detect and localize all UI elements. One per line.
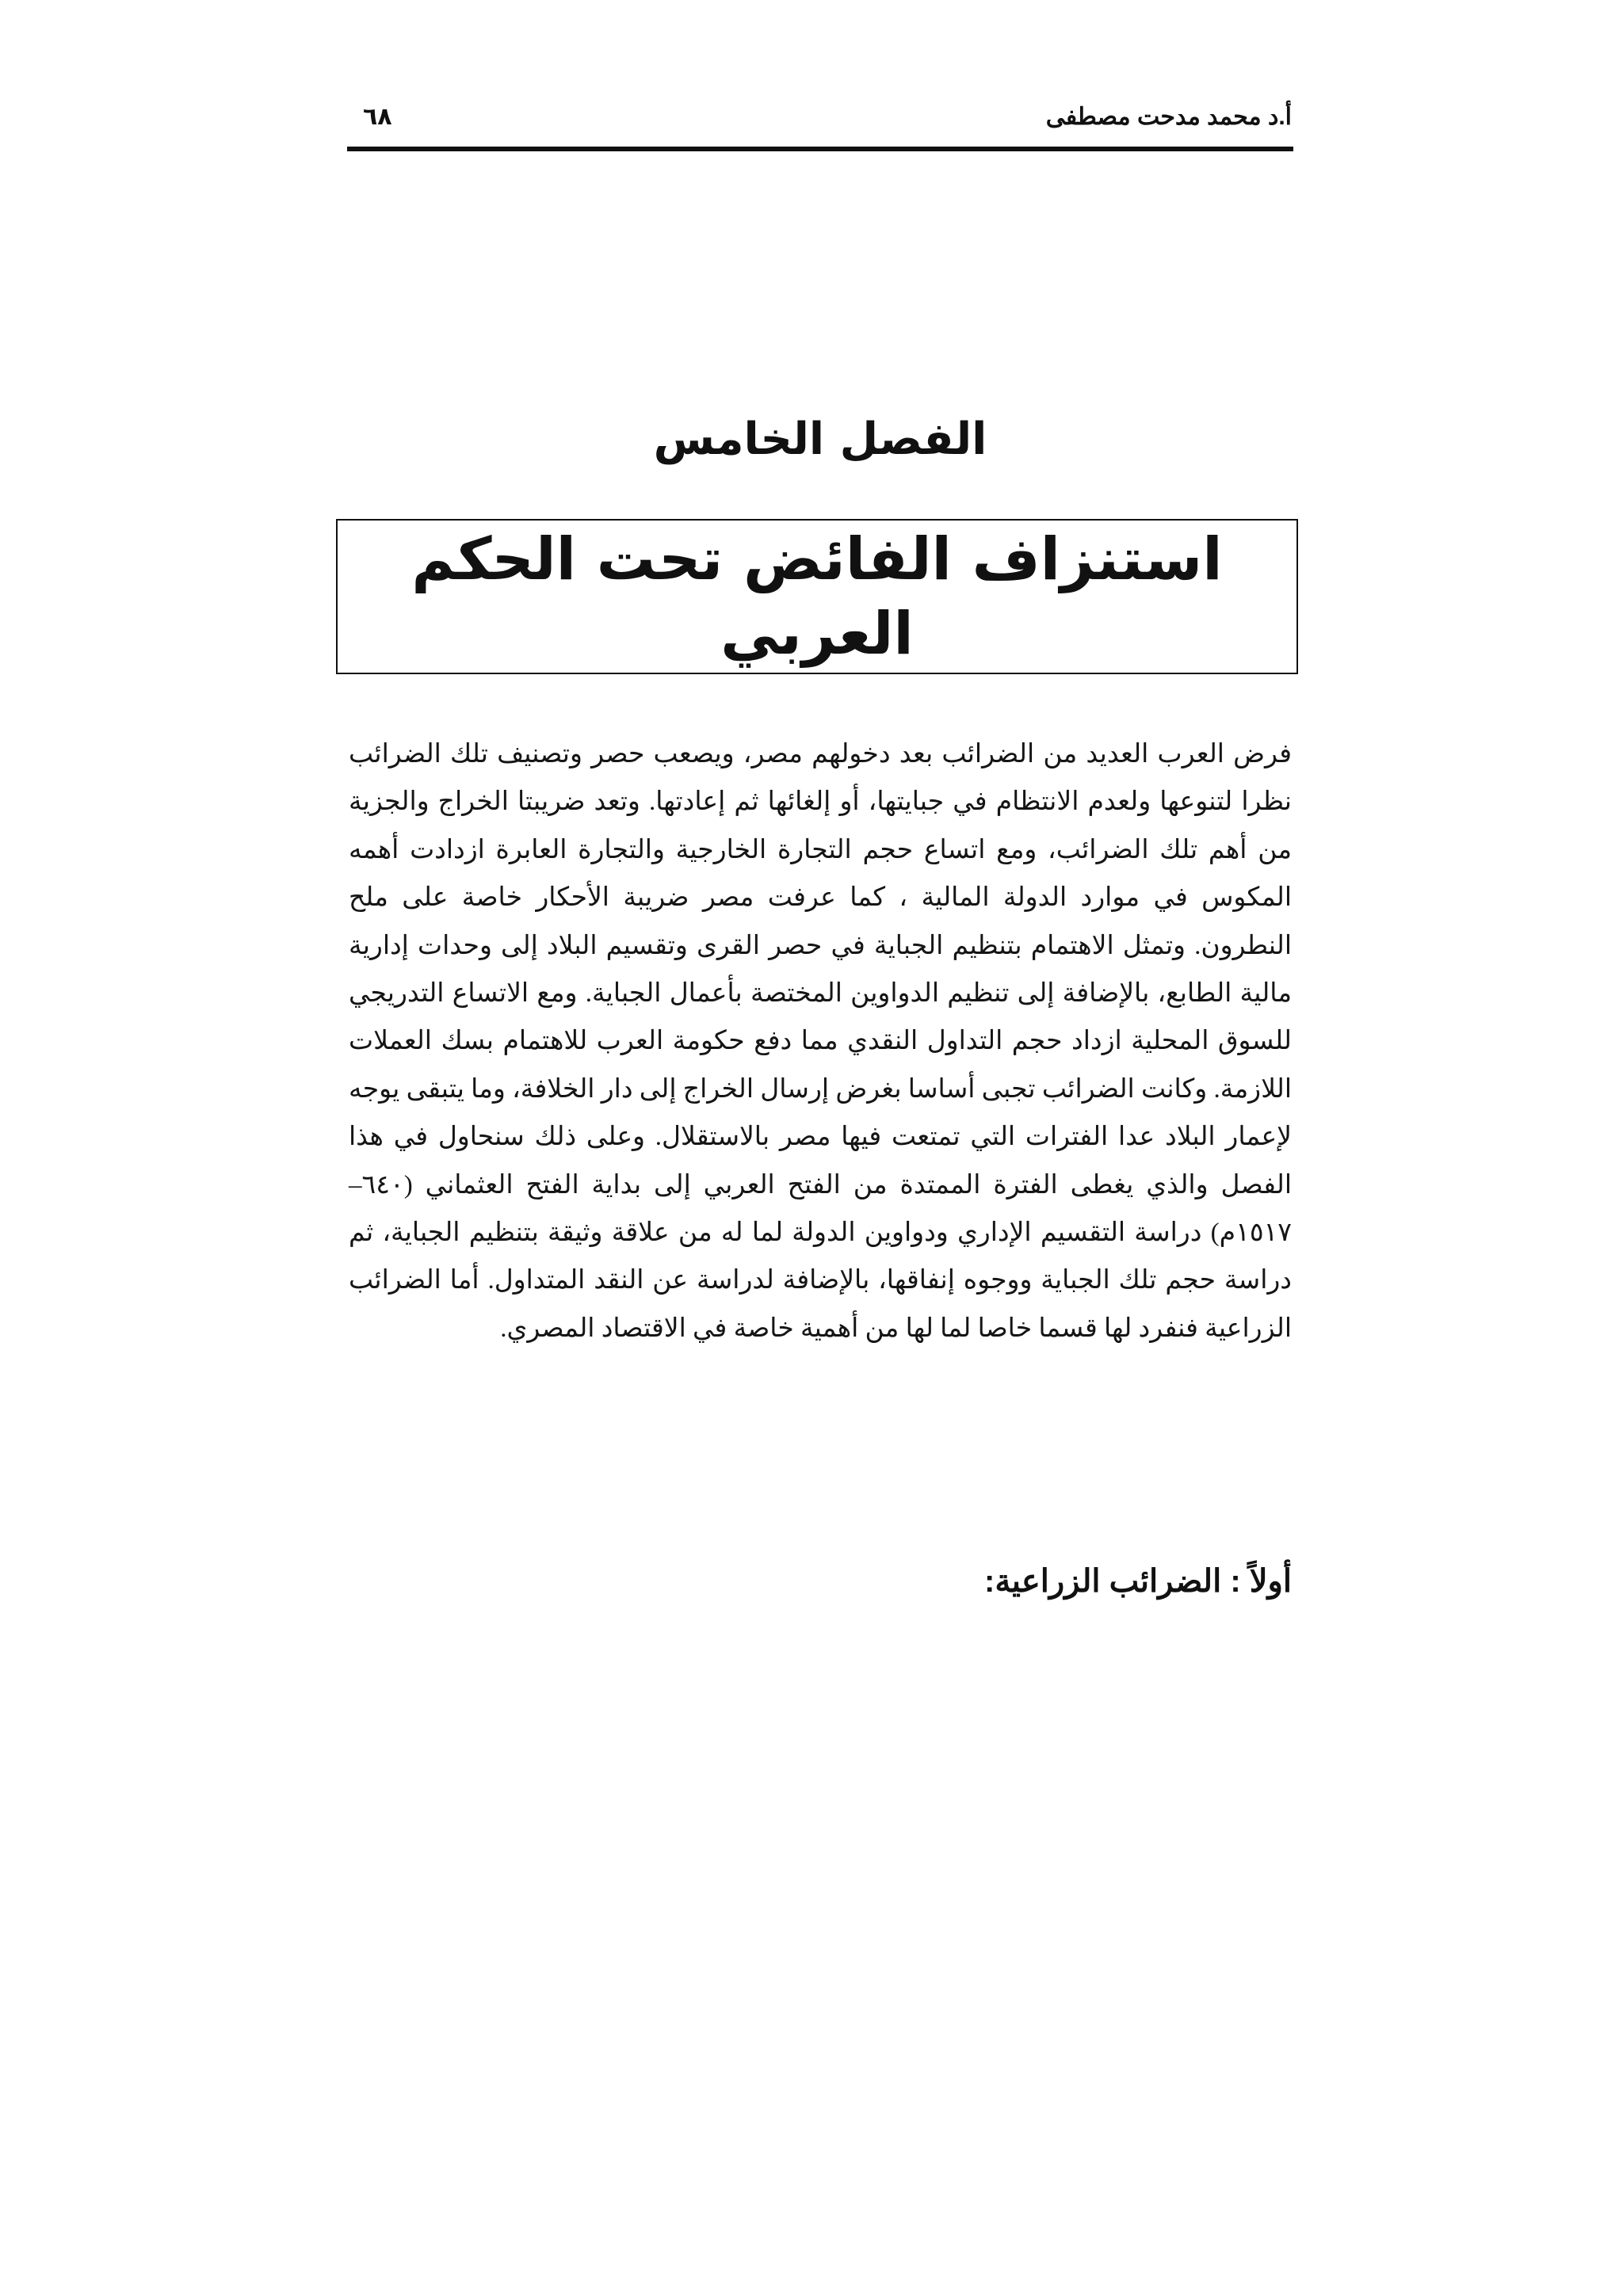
chapter-title-box: [336, 519, 1298, 674]
running-header: [349, 101, 1292, 147]
section-heading: أولاً : الضرائب الزراعية:: [984, 1564, 1292, 1599]
body-paragraph: فرض العرب العديد من الضرائب بعد دخولهم مصر، ويصعب حصر وتصنيف تلك الضرائب نظرا لتنوعها ولعدم الانتظام في جبايتها، أو إلغائها ثم إعادتها. وتعد ضريبتا الخراج والجزية من أهم تلك الضرائب، ومع اتساع حجم التجارة الخارجية والتجارة العابرة ازدادت أهمه المكوس في موارد الدولة المالية ، كما عرفت مصر ضريبة الأحكار خاصة على ملح النطرون. وتمثل الاهتمام بتنظيم الجباية في حصر القرى وتقسيم البلاد إلى وحدات إدارية مالية الطابع، بالإضافة إلى تنظيم الدواوين المختصة بأعمال الجباية. ومع الاتساع التدريجي للسوق المحلية ازداد حجم التداول النقدي مما دفع حكومة العرب للاهتمام بسك العملات اللازمة. وكانت الضرائب تجبى أساسا بغرض إرسال الخراج إلى دار الخلافة، وما يتبقى يوجه لإعمار البلاد عدا الفترات التي تمتعت فيها مصر بالاستقلال. وعلى ذلك سنحاول في هذا الفصل والذي يغطى الفترة الممتدة من الفتح العربي إلى بداية الفتح العثماني (٦٤٠– ١٥١٧م) دراسة التقسيم الإداري ودواوين الدولة لما له من علاقة وثيقة بتنظيم الجباية، ثم دراسة حجم تلك الجباية ووجوه إنفاقها، بالإضافة لدراسة عن النقد المتداول. أما الضرائب الزراعية فنفرد لها قسما خاصا لما لها من أهمية خاصة في الاقتصاد المصري.: [349, 740, 1292, 1343]
chapter-title: استنزاف الفائض تحت الحكم العربي: [411, 525, 1223, 668]
page-number: ٦٨: [363, 103, 392, 131]
header-divider: [347, 147, 1293, 151]
header-author: أ.د محمد مدحت مصطفى: [1045, 104, 1292, 130]
chapter-number-label: الفصل الخامس: [653, 414, 987, 465]
